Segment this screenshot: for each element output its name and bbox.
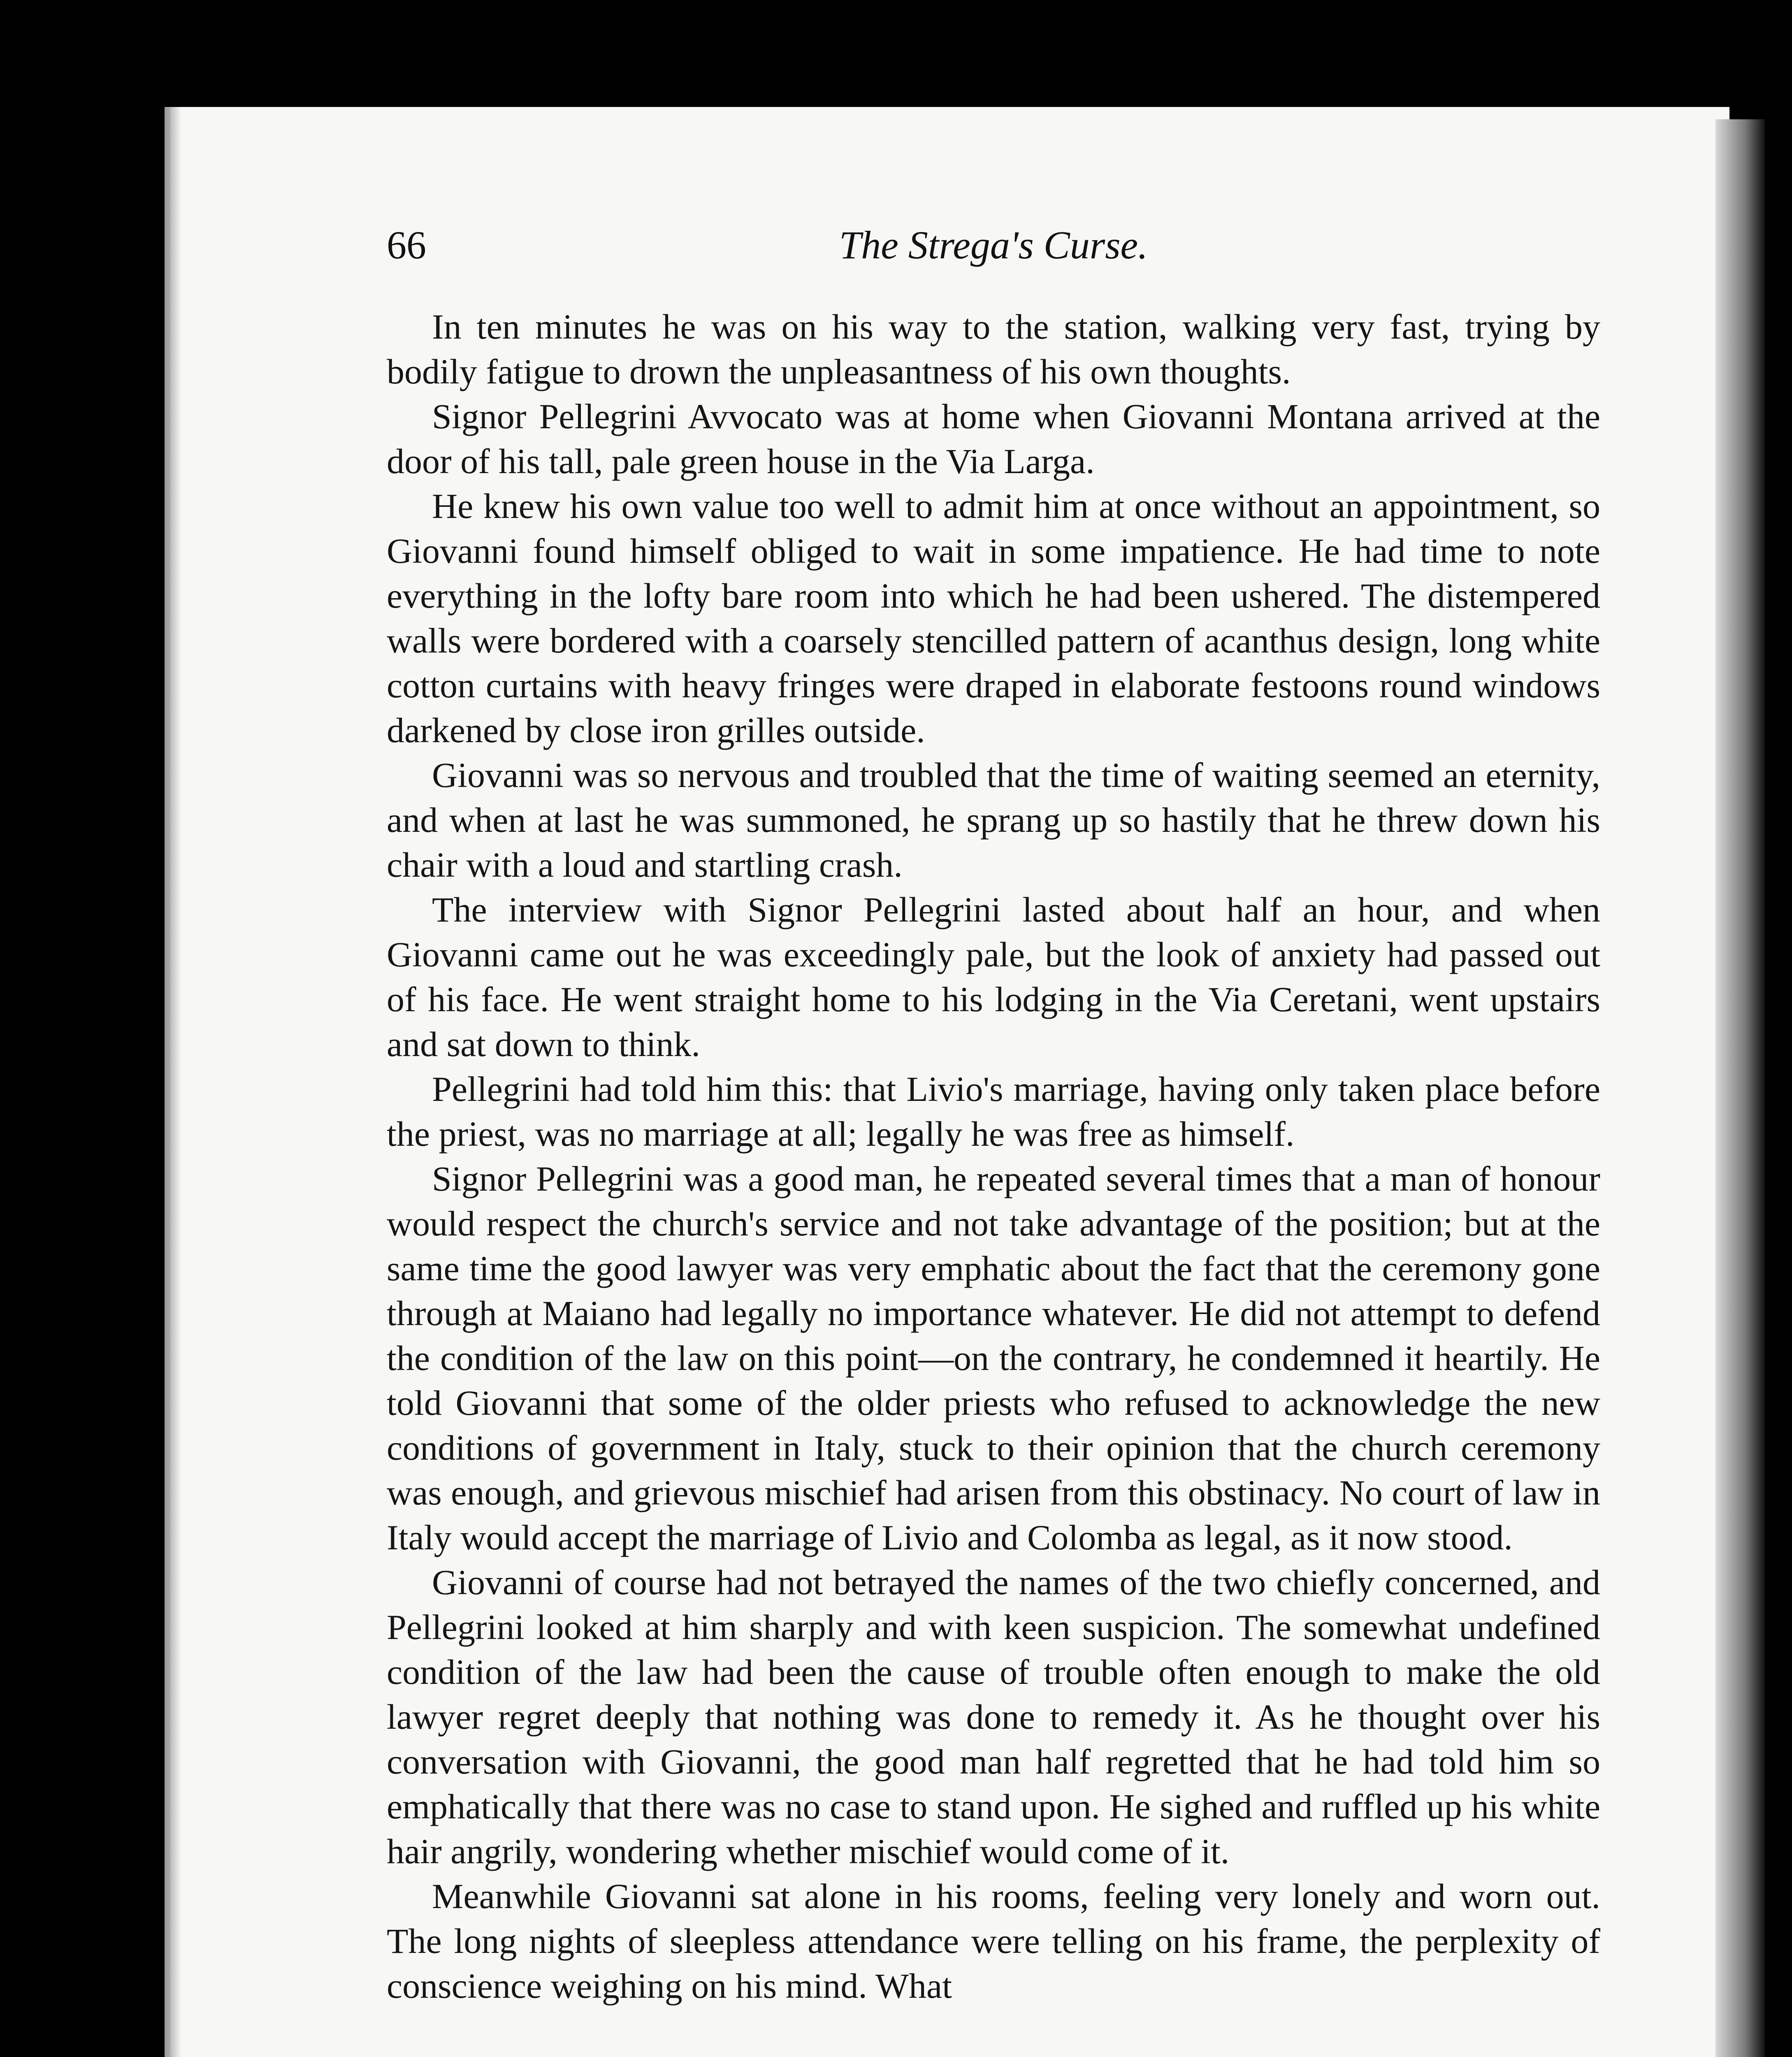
- paragraph: Signor Pellegrini was a good man, he repeated several times that a man of honour would respect the church's service and not take advantage of the position; but at the same time the good lawyer was very emphatic about the fact that the ceremony gone through at Maiano had legally no importance whatever. He did not attempt to defend the condition of the law on this point—on the contrary, he condemned it heartily. He told Giovanni that some of the older priests who refused to acknowledge the new conditions of government in Italy, stuck to their opinion that the church ceremony was enough, and grievous mischief had arisen from this obstinacy. No court of law in Italy would accept the marriage of Livio and Colomba as legal, as it now stood.: [387, 1159, 1600, 1557]
- body-text: [387, 304, 1600, 2008]
- paragraph: The interview with Signor Pellegrini lasted about half an hour, and when Giovanni came out he was exceedingly pale, but the look of anxiety had passed out of his face. He went straight home to his lodging in the Via Ceretani, went upstairs and sat down to think.: [387, 890, 1600, 1064]
- paragraph: Pellegrini had told him this: that Livio's marriage, having only taken place before the priest, was no marriage at all; legally he was free as himself.: [387, 1069, 1600, 1154]
- running-head: [387, 222, 1600, 272]
- page-number: 66: [387, 223, 426, 267]
- paragraph: Signor Pellegrini Avvocato was at home when Giovanni Montana arrived at the door of his tall, pale green house in the Via Larga.: [387, 397, 1600, 481]
- paragraph: He knew his own value too well to admit him at once without an appointment, so Giovanni found himself obliged to wait in some impatience. He had time to note everything in the lofty bare room into which he had been ushered. The distempered walls were bordered with a coarsely stencilled pattern of acanthus design, long white cotton curtains with heavy fringes were draped in elaborate festoons round windows darkened by close iron grilles outside.: [387, 486, 1600, 750]
- paragraph: Giovanni was so nervous and troubled that the time of waiting seemed an eternity, and when at last he was summoned, he sprang up so hastily that he threw down his chair with a loud and startling crash.: [387, 755, 1600, 885]
- page-gutter-shadow: [165, 107, 181, 2057]
- paragraph: Giovanni of course had not betrayed the names of the two chiefly concerned, and Pellegrini looked at him sharply and with keen suspicion. The somewhat undefined condition of the law had been the cause of trouble often enough to make the old lawyer regret deeply that nothing was done to remedy it. As he thought over his conversation with Giovanni, the good man half regretted that he had told him so emphatically that there was no case to stand upon. He sighed and ruffled up his white hair angrily, wondering whether mischief would come of it.: [387, 1562, 1600, 1871]
- running-title: The Strega's Curse.: [839, 223, 1148, 267]
- page-edge: [1715, 119, 1765, 2057]
- paragraph: In ten minutes he was on his way to the station, walking very fast, trying by bodily fatigue to drown the unpleasantness of his own thoughts.: [387, 307, 1600, 391]
- paragraph: Meanwhile Giovanni sat alone in his rooms, feeling very lonely and worn out. The long nights of sleepless attendance were telling on his frame, the perplexity of conscience weighing on his mind. What: [387, 1876, 1600, 2006]
